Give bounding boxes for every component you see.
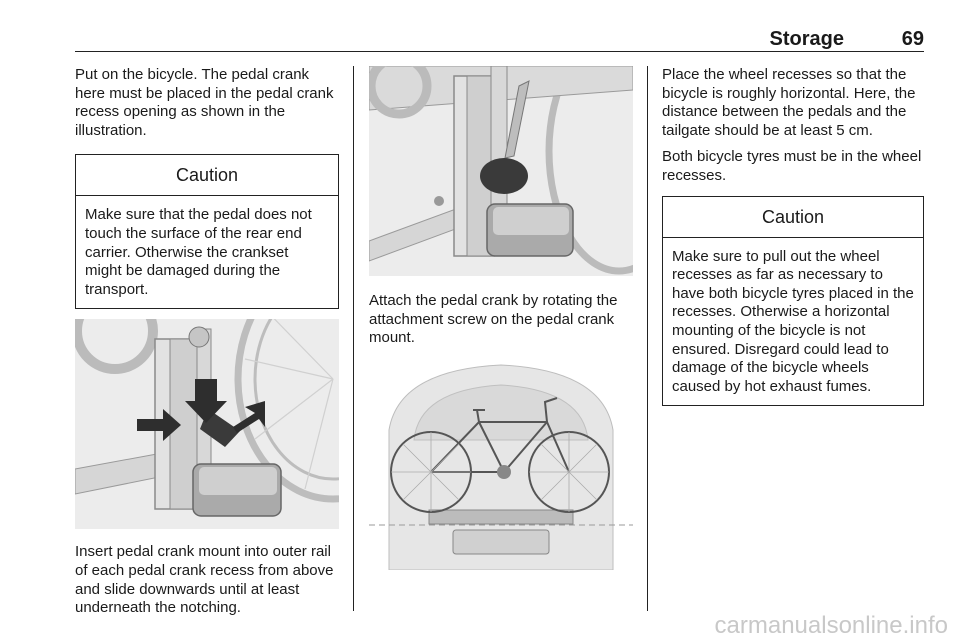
instruction-paragraph: Place the wheel recesses so that the bicycle is roughly horizontal. Here, the distance between the pedals and the tailgate should be at least 5 cm. — [662, 66, 916, 139]
section-title: Storage — [769, 28, 844, 50]
page-number: 69 — [901, 28, 924, 50]
instruction-paragraph: Both bicycle tyres must be in the wheel recesses. — [662, 148, 922, 184]
column-left — [75, 66, 339, 618]
pedal-crank-mount-illustration — [75, 319, 339, 529]
watermark: carmanualsonline.info — [714, 612, 948, 639]
caution-text: Make sure that the pedal does not touch the surface of the rear end carrier. Otherwise the crankset might be damaged during the transport. — [85, 206, 312, 298]
caution-box — [75, 154, 339, 309]
instruction-paragraph: Insert pedal crank mount into outer rail of each pedal crank recess from above and slide downwards until at least underneath the notching. — [75, 543, 334, 617]
intro-paragraph: Put on the bicycle. The pedal crank here must be placed in the pedal crank recess opening as shown in the illustration. — [75, 66, 334, 139]
attachment-screw-illustration — [369, 66, 633, 276]
column-right — [662, 66, 924, 406]
mounted-bicycle-illustration — [369, 360, 633, 570]
caution-heading: Caution — [663, 197, 923, 238]
caution-heading: Caution — [76, 155, 338, 196]
column-divider — [647, 66, 648, 611]
caution-box — [662, 196, 924, 407]
column-divider — [353, 66, 354, 611]
caution-text: Make sure to pull out the wheel recesses as far as necessary to have both bicycle tyres placed in the recesses. Otherwise a horizontal mounting of the bicycle is not ensured. Disregard could lead to damage of the bicycle wheels caused by hot exhaust fumes. — [672, 247, 914, 395]
column-middle — [369, 66, 633, 570]
page-header — [75, 24, 924, 52]
instruction-paragraph: Attach the pedal crank by rotating the attachment screw on the pedal crank mount. — [369, 292, 618, 347]
